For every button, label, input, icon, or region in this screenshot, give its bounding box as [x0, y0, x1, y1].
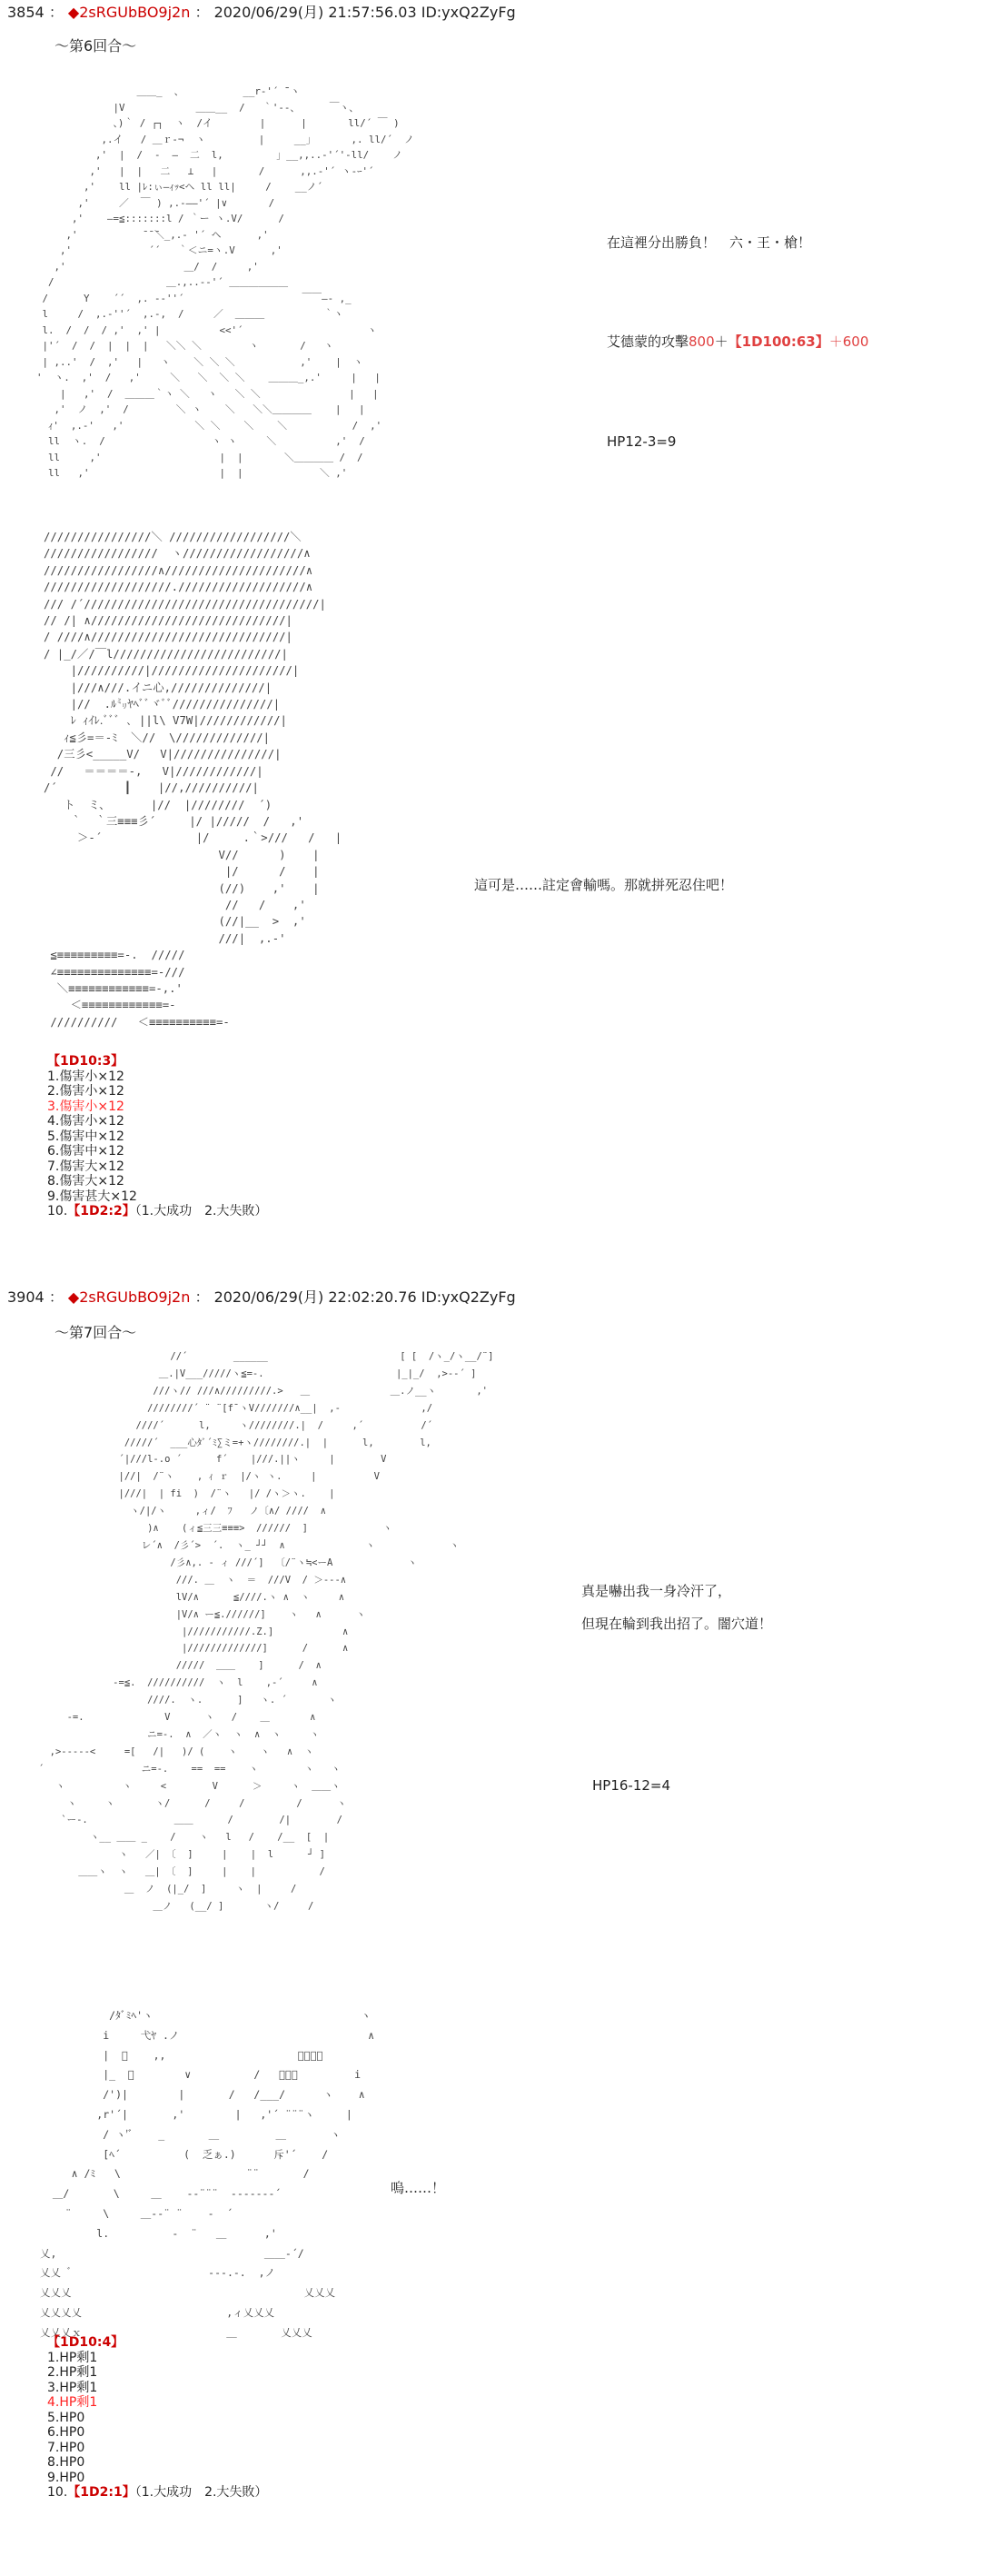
post-number: 3904	[7, 1288, 45, 1306]
damage-bonus: ＋600	[828, 333, 869, 350]
hp-line: HP16-12=4	[592, 1777, 671, 1794]
damage-plus: ＋	[714, 333, 728, 350]
separator: ：	[194, 1288, 210, 1306]
tripcode[interactable]: ◆2sRGUbBO9j2n	[67, 1288, 191, 1306]
separator: ：	[48, 4, 64, 21]
ascii-art-counter: //´ ______ [ [ /ヽ_/ヽ__/¨] ＿.|V___/////ヽ≦=-. |_|_/ ,>--´ ] ///ヽ// ///∧/////////.> ＿ ＿.ノ__ヽ ,' ////////´ ¨ ¨[f¯ヽV///////∧__| ,- ,/ ////´ l, ヽ////////.| / ,´ /´ /////´ ___心ﾀﾞ´ﾐ∑ミ=+ヽ////////.| | l, l, ´|///l-.o ´ f´ |///.||ヽ | V |//| /¨ヽ , ｨ ｒ |/ヽ ヽ. | V |///| | fi ) /¨ヽ |/ /ヽ＞ヽ. | ヽ/|/ヽ ,ィ/ ﾌ ノ〔∧/ //// ∧ )∧ (ィ≦三三≡≡≡> ////// ] ヽ レ´∧ /彡´> ´. ヽ_ ┘┘ ∧ ヽ ヽ /彡∧,. - ィ ///´] 〔/¨ヽ≒<ーA ヽ ///. ＿ ヽ ＝ ///V / ＞---∧ lV/∧ ≦////.ヽ ∧ ヽ ∧ |V/∧ ー≦.//////] ヽ ∧ ヽ |///////////.Z.] ∧ |/////////////] / ∧ ///// ＿＿ ] / ∧ -=≦. ////////// ヽ l ,-´ ∧ ////. ヽ. ] ヽ. ´ ヽ -=. V ヽ / ＿ ∧ ニ=-. ∧ ／ヽ ヽ ∧ ヽ ヽ ,>-‐‐‐-< =[ /| )/ ( ヽ ヽ ∧ ヽ ´ ニ=-. == == ヽ ヽ ヽ ヽ ヽ < V ＞ ヽ ＿＿ヽ ヽ ヽ ヽ/ / / / ヽ `ー-. ＿＿ / /| / ヽ__ ＿＿ _ / ヽ l / /__ [ | ヽ ／| 〔 ] | | l ┘ ] ＿＿ヽ ヽ ＿| 〔 ] | | / ＿ ノ (|_/ ] ヽ | / ＿ノ (__/ ] ヽ/ /	[38, 1351, 494, 1912]
roll-option: 2.傷害小×12	[47, 1084, 124, 1099]
sub-roll-tag: 【1D2:2】	[67, 1204, 135, 1218]
roll-option-prefix: 10.	[47, 2485, 68, 2500]
roll-option: 9.HP0	[47, 2470, 85, 2485]
post-datetime: 2020/06/29(月) 22:02:20.76 ID:yxQ2ZyFg	[213, 1288, 516, 1306]
dice-roll-result	[47, 1054, 267, 1219]
sub-roll-note: （1.大成功 2.大失敗）	[134, 1204, 268, 1218]
roll-option	[47, 1204, 267, 1219]
roll-option	[47, 2485, 267, 2501]
roll-option: 2.HP剩1	[47, 2365, 98, 2380]
roll-option: 3.HP剩1	[47, 2380, 98, 2395]
damage-base: 800	[689, 333, 715, 350]
roll-options	[47, 1069, 267, 1219]
counter-dialogue-2: 但現在輪到我出招了。闇穴道！	[581, 1616, 773, 1632]
roll-options	[47, 2351, 267, 2501]
tripcode[interactable]: ◆2sRGUbBO9j2n	[67, 4, 191, 21]
separator: ：	[48, 1288, 64, 1306]
reply-dialogue: 這可是……註定會輸嗎。那就拼死忍住吧！	[474, 877, 734, 893]
ascii-art-hit: /ﾀﾞﾐﾍ'ヽ ヽ i 弋ﾔ .ノ ∧ | ゙ ,, ＿＿＿＿ |_ ﾞ ∨ / ＿＿＿ i /')| | / /___/ ヽ ∧ ,r'´| ,' | ,'´ ¨¨¨ヽ | / ヽ'ﾞ _ ＿ ＿ ヽ [ﾍ´ ( 乏ぁ.) 斥'´ / ∧ /ﾐ \ ¨¨ / ＿/ \ ＿ --¨¨¨ -------´ ¨ \ ＿--¨ ¨ - ´ l. - ¨ ＿ ,' 乂, ＿＿-´/ 乂乂 ゙ ---.-. ,ノ 乂乂乂 乂乂乂 乂乂乂乂 ,ィ乂乂乂 乂乂乂ｘ ＿ 乂乂乂	[40, 2009, 375, 2339]
sub-roll-tag: 【1D2:1】	[67, 2485, 135, 2500]
roll-option: 9.傷害甚大×12	[47, 1189, 137, 1204]
round-label: ～第6回合～	[54, 37, 137, 55]
roll-option: 4.傷害小×12	[47, 1114, 124, 1129]
ascii-art-defense: ////////////////＼ //////////////////＼ ///////////////// ヽ//////////////////∧ /////////////////∧/////////////////////∧ ///////////////////.///////////////////∧ /// /´///////////////////////////////////| // /| ∧/////////////////////////////| / ////∧/////////////////////////////| / |_/／/￣l/////////////////////////| |//////////|/////////////////////| |///∧///.イニ心,//////////////| |// .ﾙ㍉ﾔﾍﾞﾞヾﾞﾞ///////////////| ﾚ ｨｲﾚ.ﾞﾞﾞ ､ ||l\ V7W|////////////| ｨ≦彡=＝-ﾐ ＼// \/////////////| /三彡<_____V/ V|///////////////| // ＝＝＝＝-, V|////////////| /´ ┃ |//,//////////| ト ミ、 |// |//////// ´) ｀ ｀三≡≡≡彡´ |/ |///// / ,' ＞-´ |/ .｀>/// / | V// ) | |/ / | (//) ,' | // / ,' (//|__ > ,' ///| ,.-' ≦≡≡≡≡≡≡≡≡≡=-. ///// ∠≡≡≡≡≡≡≡≡≡≡≡≡≡≡=-/// ＼≡≡≡≡≡≡≡≡≡≡≡≡=-,.' ＜≡≡≡≡≡≡≡≡≡≡≡≡=- ////////// ＜≡≡≡≡≡≡≡≡≡≡=-	[44, 531, 342, 1029]
post-header	[7, 4, 516, 22]
reply-dialogue: 嗚……！	[391, 2180, 446, 2196]
round-label: ～第7回合～	[54, 1324, 137, 1341]
damage-label: 艾德蒙的攻擊	[607, 333, 689, 350]
roll-option-selected: 4.HP剩1	[47, 2395, 98, 2410]
roll-title: 【1D10:3】	[47, 1054, 124, 1069]
dice-roll-result	[47, 2335, 267, 2501]
roll-option: 1.傷害小×12	[47, 1069, 124, 1084]
roll-option-prefix: 10.	[47, 1204, 68, 1218]
roll-option: 6.HP0	[47, 2425, 85, 2440]
sub-roll-note: （1.大成功 2.大失敗）	[134, 2485, 268, 2500]
hp-line: HP12-3=9	[607, 433, 677, 450]
roll-option: 5.HP0	[47, 2410, 85, 2425]
post-number: 3854	[7, 4, 45, 21]
counter-dialogue-1: 真是嚇出我一身冷汗了，	[581, 1583, 732, 1599]
damage-line	[607, 333, 868, 351]
post-datetime: 2020/06/29(月) 21:57:56.03 ID:yxQ2ZyFg	[213, 4, 516, 21]
ascii-art-attack: ＿＿_ 、 __r‐'´ ̄¨ヽ |V ＿＿__ / ｀'‐-、 ￣ヽ、 、)｀ / ┌┐ ヽ /イ | | ll/´ ￣ ) ,.イ / ＿ｒ‐¬ ヽ | __」 ,. ll/´ ノ ,' | / ‐ ― 二 l, 」__,,..‐'´'‐ll/ ノ ,' | | 二 ⊥ | / ,,.-'´ ヽ‐ｰ'´ ,' ll |ﾚ:ぃ―ｨｯ<ヘ ll ll| / __ノ´ ,' ／ ￣ ) ,.-――'´ |∨ / ,' ―=≦:::::::l / ｀ー ヽ.V/ / ,' ̄ ̄ ̄＼_,.- '´ ヘ ,' ,' ´´ ｀＜ニ=ヽ.V ,' ,' ＿/ / ,' / ＿.,..-‐'´ ＿＿＿＿＿＿ / Y ´´ ,. -‐''´ ￣￣―‐ ,_ l / ,.-''´ ,.-, / ／ ＿＿＿ ｀ヽ l. / / / ,' ,' | <<'´ ヽ |'´ / / | | | ＼＼ ＼ ヽ / ヽ | ,..' / ,' | ヽ ＼ ＼ ＼ ,' | ヽ ' ヽ. ,' / ,' ＼ ＼ ＼ ＼ ＿＿＿_,.' | | | ,' / ＿＿＿｀ヽ ＼ ヽ ＼ ＼ | | ,' ノ ,' / ＼ ヽ ＼ ＼＼＿＿＿＿ | | ｨ' ,.-' ,' ＼ ＼ ＼ ＼ / ,' ll ヽ. / ヽ ヽ ＼ ,' / ll ,' | | ＼＿＿＿＿ / / ll ,' | | ＼ ,'	[36, 85, 414, 479]
roll-option-selected: 3.傷害小×12	[47, 1099, 124, 1114]
damage-roll: 【1D100:63】	[728, 333, 829, 350]
roll-title: 【1D10:4】	[47, 2335, 124, 2350]
roll-option: 5.傷害中×12	[47, 1129, 124, 1144]
attack-dialogue: 在這裡分出勝負！ 六・王・槍！	[607, 234, 812, 251]
post-header	[7, 1288, 516, 1307]
roll-option: 8.傷害大×12	[47, 1174, 124, 1189]
roll-option: 7.傷害大×12	[47, 1159, 124, 1174]
roll-option: 6.傷害中×12	[47, 1144, 124, 1159]
roll-option: 8.HP0	[47, 2455, 85, 2470]
roll-option: 1.HP剩1	[47, 2350, 98, 2365]
separator: ：	[194, 4, 210, 21]
roll-option: 7.HP0	[47, 2440, 85, 2455]
